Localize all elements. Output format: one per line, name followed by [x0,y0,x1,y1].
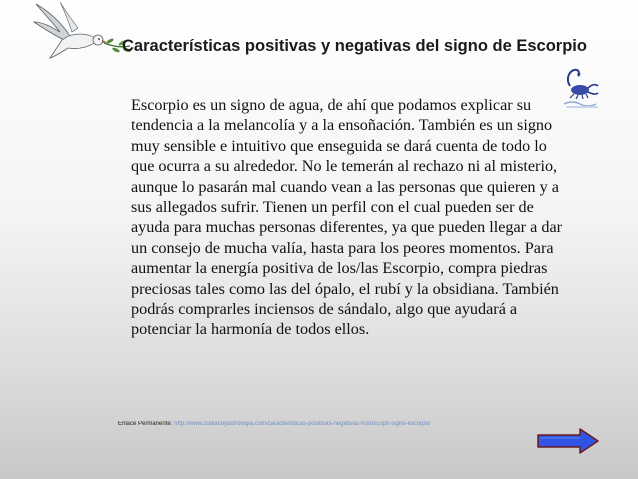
dove-icon [32,2,132,70]
slide-body-text: Escorpio es un signo de agua, de ahí que podamos explicar su tendencia a la melancolía y a la ensoñación. También es un signo muy sensible e intuitivo que enseguida se dará cuenta de todo lo que ocurra a su alrededor. No le temerán al rechazo ni al misterio, aunque lo pasarán mal cuando vean a las personas que quieren y a sus allegados sufrir. Tienen un perfil con el cual pueden ser de ayuda para muchas personas diferentes, ya que pueden llegar a dar un consejo de mucha valía, hasta para los peores momentos. Para aumentar la energía positiva de los/las Escorpio, compra piedras preciosas tales como las del ópalo, el rubí y la obsidiana. También podrás comprarles inciensos de sándalo, algo que ayudará a potenciar la harmonía de todos ellos. [131,96,563,339]
permalink-link[interactable]: http://www.zodiacoyastrologia.com/caracteristicas-positivas-negativas-horoscopo-signo-escorpio [174,421,431,427]
permalink-row [118,421,538,427]
permalink-label: Enlace Permanente: [118,421,173,427]
next-arrow-icon[interactable] [536,428,600,454]
slide-title: Características positivas y negativas del signo de Escorpio [122,37,587,55]
